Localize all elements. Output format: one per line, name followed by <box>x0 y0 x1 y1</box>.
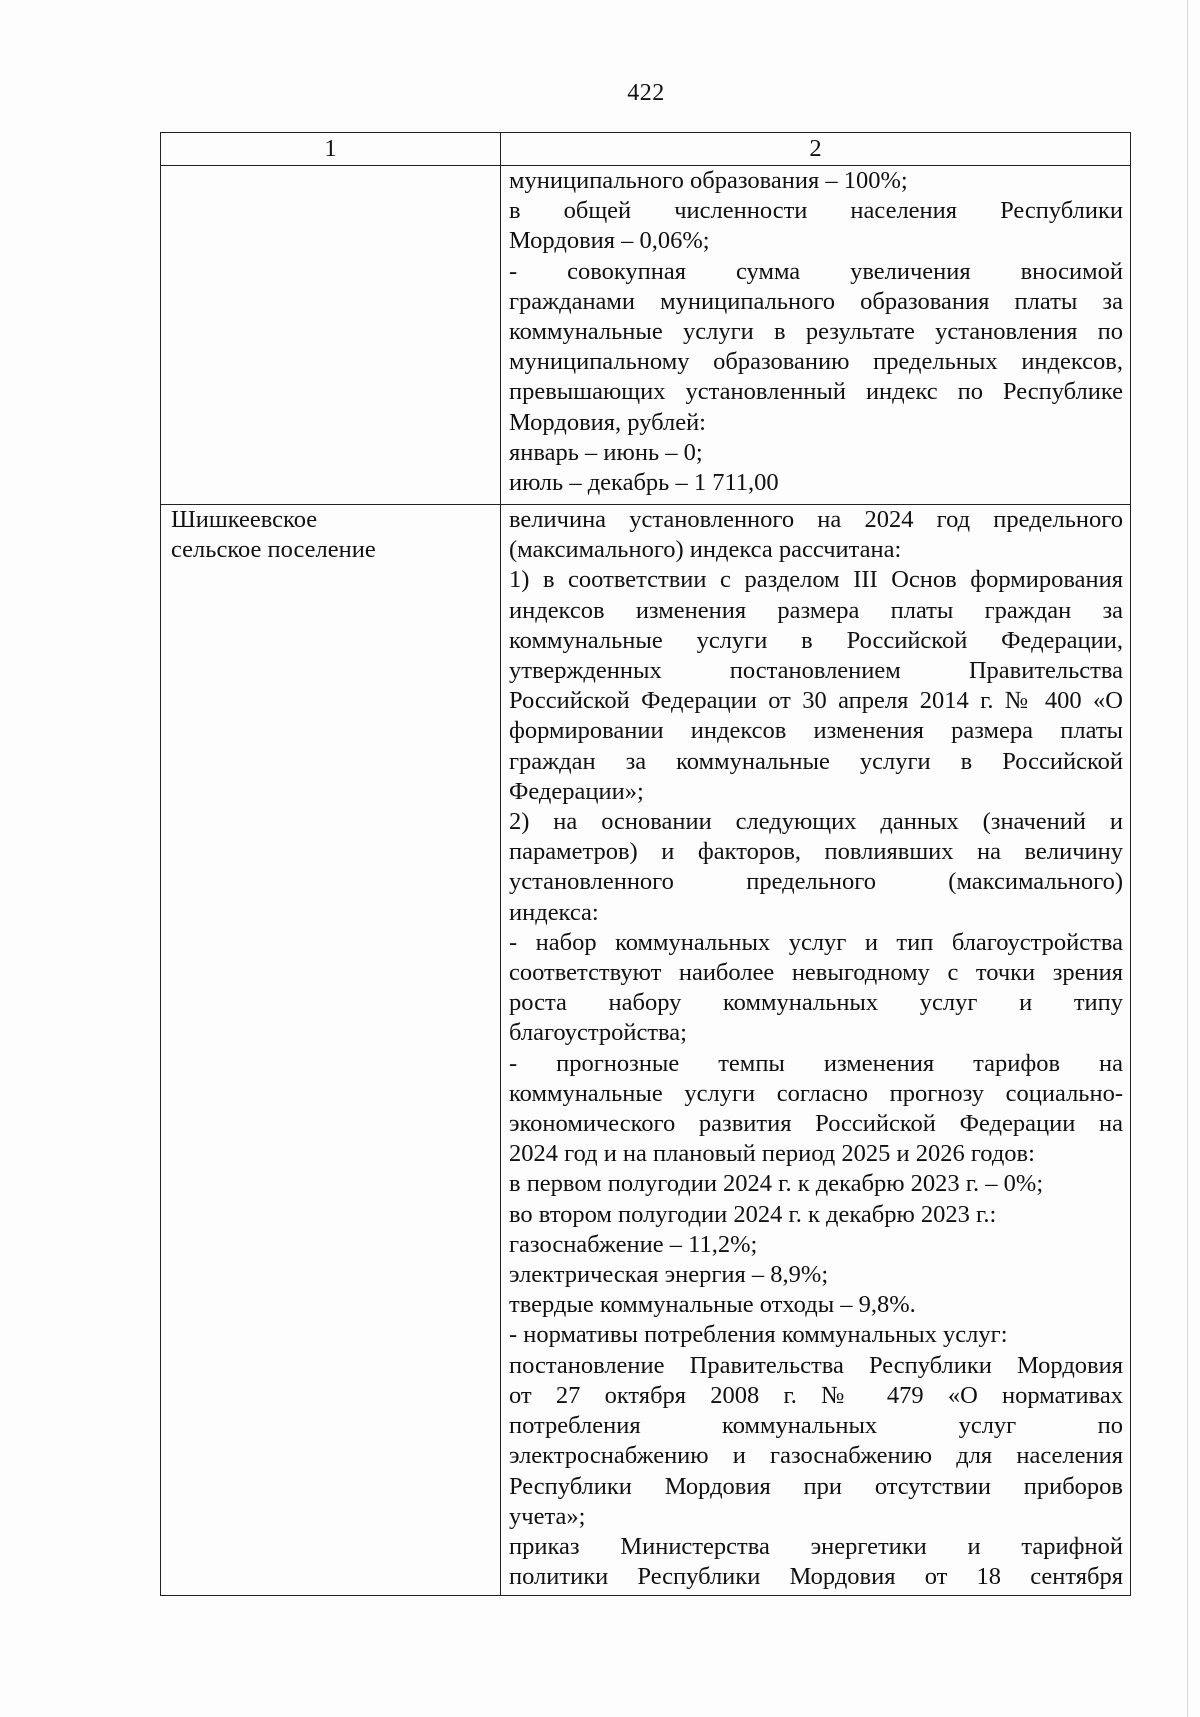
text-line: экономического развития Российской Федерации на <box>509 1110 1123 1138</box>
text-line: 2024 год и на плановый период 2025 и 2026 годов: <box>509 1140 1035 1168</box>
text-line: установленного предельного (максимального) <box>509 868 1123 896</box>
document-table <box>160 132 1131 1596</box>
text-line: (максимального) индекса рассчитана: <box>509 536 902 564</box>
description-cell <box>501 166 1131 505</box>
text-line: 2) на основании следующих данных (значений и <box>509 808 1123 836</box>
text-line: 1) в соответствии с разделом III Основ формирования <box>509 566 1123 594</box>
text-line: Шишкеевское <box>171 506 318 533</box>
text-line: постановление Правительства Республики Мордовия <box>509 1351 1123 1379</box>
text-line: гражданами муниципального образования платы за <box>509 287 1123 315</box>
text-line: - прогнозные темпы изменения тарифов на <box>509 1049 1123 1077</box>
text-line: - набор коммунальных услуг и тип благоустройства <box>509 928 1123 956</box>
text-line: формировании индексов изменения размера платы <box>509 717 1123 745</box>
text-line: роста набору коммунальных услуг и типу <box>509 989 1123 1017</box>
text-line: учета»; <box>509 1502 586 1530</box>
text-line: электроснабжению и газоснабжению для населения <box>509 1442 1123 1470</box>
text-line: июль – декабрь – 1 711,00 <box>509 469 779 497</box>
scan-margin-line <box>1187 0 1188 1717</box>
text-line: Федерации»; <box>509 777 644 805</box>
table-body <box>161 166 1131 1596</box>
text-line: утвержденных постановлением Правительства <box>509 657 1123 685</box>
column-header-2: 2 <box>501 133 1131 166</box>
table-row <box>161 505 1131 1596</box>
text-line: Республики Мордовия при отсутствии приборов <box>509 1472 1123 1500</box>
text-line: индексов изменения размера платы граждан за <box>509 596 1123 624</box>
text-line: во втором полугодии 2024 г. к декабрю 2023 г.: <box>509 1200 997 1228</box>
text-line: сельское поселение <box>171 536 376 564</box>
text-line: политики Республики Мордовия от 18 сентября <box>509 1563 1123 1591</box>
municipality-cell <box>161 505 501 1596</box>
page-number: 422 <box>627 80 665 106</box>
text-line: муниципальному образованию предельных индексов, <box>509 348 1123 376</box>
text-line: индекса: <box>509 898 599 926</box>
table-header-row <box>161 133 1131 166</box>
table-row <box>161 166 1131 505</box>
municipality-cell <box>161 166 501 505</box>
text-line: газоснабжение – 11,2%; <box>509 1230 758 1258</box>
column-header-1: 1 <box>161 133 501 166</box>
text-line: потребления коммунальных услуг по <box>509 1412 1123 1440</box>
text-line: соответствуют наиболее невыгодному с точки зрения <box>509 959 1123 987</box>
text-line: Российской Федерации от 30 апреля 2014 г. № 400 «О <box>509 687 1123 715</box>
text-line: граждан за коммунальные услуги в Российской <box>509 747 1123 775</box>
text-line: превышающих установленный индекс по Республике <box>509 378 1123 406</box>
text-line: январь – июнь – 0; <box>509 438 703 466</box>
text-line: муниципального образования – 100%; <box>509 167 908 194</box>
text-line: твердые коммунальные отходы – 9,8%. <box>509 1291 916 1319</box>
text-line: в общей численности населения Республики <box>509 197 1123 225</box>
text-line: Мордовия – 0,06%; <box>509 227 710 255</box>
text-line: электрическая энергия – 8,9%; <box>509 1261 829 1289</box>
text-line: - нормативы потребления коммунальных услуг: <box>509 1321 1008 1349</box>
text-line: коммунальные услуги согласно прогнозу социально- <box>509 1079 1123 1107</box>
text-line: от 27 октября 2008 г. № 479 «О нормативах <box>509 1381 1123 1409</box>
text-line: коммунальные услуги в результате установления по <box>509 318 1123 346</box>
text-line: приказ Министерства энергетики и тарифной <box>509 1532 1123 1560</box>
description-cell <box>501 505 1131 1596</box>
text-line: параметров) и факторов, повлиявших на величину <box>509 838 1123 866</box>
text-line: в первом полугодии 2024 г. к декабрю 2023 г. – 0%; <box>509 1170 1044 1198</box>
text-line: Мордовия, рублей: <box>509 408 706 436</box>
text-line: величина установленного на 2024 год предельного <box>509 506 1123 533</box>
text-line: благоустройства; <box>509 1019 687 1047</box>
text-line: коммунальные услуги в Российской Федерации, <box>509 626 1123 654</box>
text-line: - совокупная сумма увеличения вносимой <box>509 257 1123 285</box>
